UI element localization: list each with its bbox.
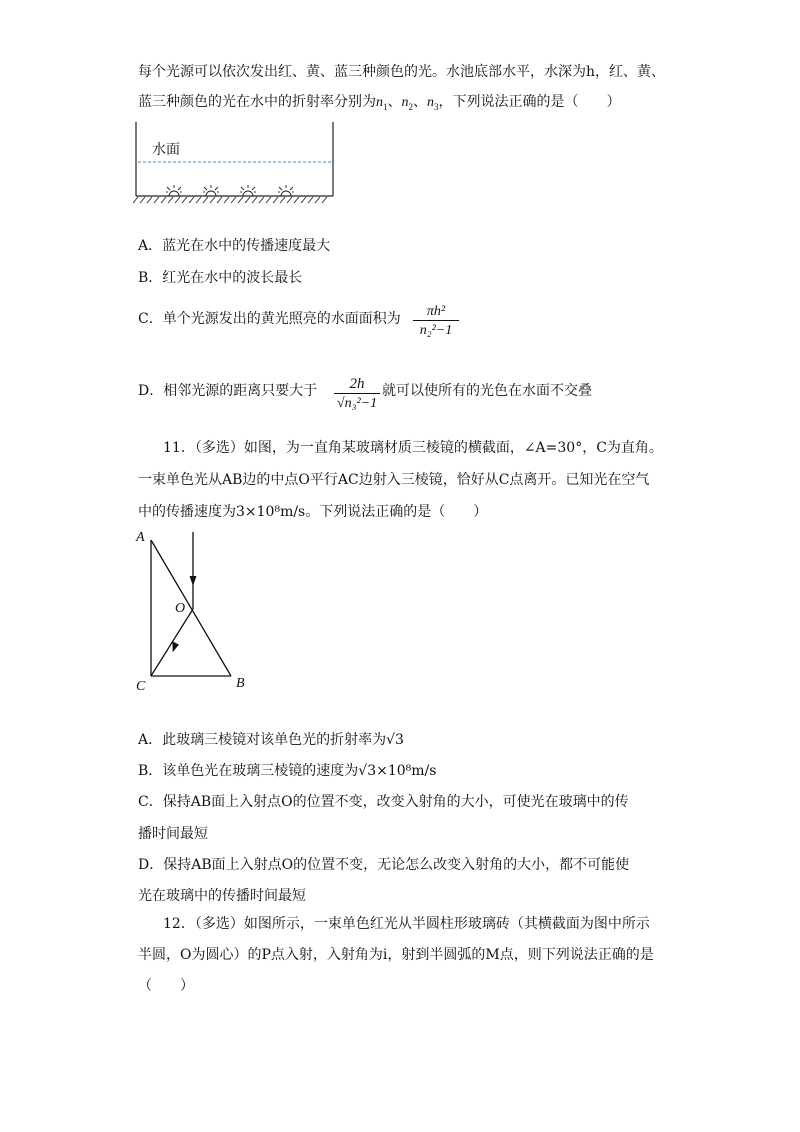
- pool-figure: [134, 120, 339, 204]
- q11-option-c-line1: C．保持AB面上入射点O的位置不变，改变入射角的大小，可使光在玻璃中的传: [138, 794, 629, 810]
- bottom-hatch: [161, 197, 166, 203]
- n1: $n_1$: [376, 95, 388, 112]
- vertex-a-label: A: [136, 530, 145, 545]
- bottom-hatch: [182, 197, 187, 203]
- q11-text-line2: 一束单色光从AB边的中点O平行AC边射入三棱镜，恰好从C点离开。已知光在空气: [138, 472, 650, 488]
- q11-option-c-line2: 播时间最短: [138, 826, 208, 842]
- bottom-hatch: [196, 197, 201, 203]
- q12-text-line2: 半圆，O为圆心）的P点入射，入射角为i，射到半圆弧的M点，则下列说法正确的是: [138, 947, 654, 963]
- bottom-hatch: [238, 197, 243, 203]
- q12-text-line1: 12．（多选）如图所示，一束单色红光从半圆柱形玻璃砖（其横截面为图中所示: [163, 916, 650, 932]
- bottom-hatch: [273, 197, 278, 203]
- q12-text-line3: （ ）: [138, 978, 194, 994]
- q11-option-b: B．该单色光在玻璃三棱镜的速度为√3×10⁸m/s: [138, 763, 437, 779]
- bottom-hatch: [280, 197, 285, 203]
- q10-option-b: B．红光在水中的波长最长: [138, 270, 303, 286]
- bottom-hatch: [308, 197, 313, 203]
- vertex-c-label: C: [136, 679, 146, 694]
- bottom-hatch: [245, 197, 250, 203]
- prism-figure: [136, 526, 266, 696]
- q11-text-line3: 中的传播速度为3×10⁸m/s。下列说法正确的是（ ）: [138, 504, 488, 520]
- bottom-hatch: [147, 197, 152, 203]
- bottom-hatch: [175, 197, 180, 203]
- bottom-hatch: [315, 197, 320, 203]
- bottom-hatch: [294, 197, 299, 203]
- bottom-hatch: [287, 197, 292, 203]
- bottom-hatch: [189, 197, 194, 203]
- q10-option-a: A．蓝光在水中的传播速度最大: [138, 238, 331, 254]
- bottom-hatch: [133, 197, 138, 203]
- bottom-hatch: [266, 197, 271, 203]
- bottom-hatch: [217, 197, 222, 203]
- q11-option-d-line1: D．保持AB面上入射点O的位置不变，无论怎么改变入射角的大小，都不可能使: [138, 857, 630, 873]
- q11-option-d-line2: 光在玻璃中的传播时间最短: [138, 888, 306, 904]
- vertex-b-label: B: [236, 676, 245, 691]
- bottom-hatch: [301, 197, 306, 203]
- light-source-icon: [166, 185, 182, 196]
- n3: $n_3$: [427, 95, 439, 112]
- bottom-hatch: [168, 197, 173, 203]
- water-surface-label: 水面: [152, 142, 180, 158]
- q11-option-a: A．此玻璃三棱镜对该单色光的折射率为√3: [138, 732, 404, 748]
- light-source-icon: [203, 185, 219, 196]
- light-source-icon: [278, 185, 294, 196]
- bottom-hatch: [203, 197, 208, 203]
- q10-option-d-end: 就可以使所有的光色在水面不交叠: [382, 383, 592, 399]
- q10-option-d-fraction: 2h √n₃²−1: [334, 375, 380, 413]
- bottom-hatch: [259, 197, 264, 203]
- q10-option-c: C．单个光源发出的黄光照亮的水面面积为: [138, 311, 401, 327]
- q10-text-line1: 每个光源可以依次发出红、黄、蓝三种颜色的光。水池底部水平，水深为h，红、黄、: [138, 64, 666, 80]
- bottom-hatch: [231, 197, 236, 203]
- n2: $n_2$: [401, 95, 413, 112]
- bottom-hatch: [252, 197, 257, 203]
- q11-text-line1: 11．（多选）如图，为一直角某玻璃材质三棱镜的横截面，∠A=30°，C为直角。: [163, 440, 663, 456]
- bottom-hatch: [154, 197, 159, 203]
- q10-option-d-start: D．相邻光源的距离只要大于: [138, 383, 318, 399]
- bottom-hatch: [224, 197, 229, 203]
- point-o-label: O: [175, 601, 186, 616]
- q10-text-line2: 蓝三种颜色的光在水中的折射率分别为$n_1$、$n_2$、$n_3$，下列说法正确的是（ ）: [138, 94, 621, 112]
- q10-option-c-fraction: πh² n₂²−1: [413, 303, 459, 340]
- bottom-hatch: [140, 197, 145, 203]
- bottom-hatch: [210, 197, 215, 203]
- bottom-hatch: [322, 197, 327, 203]
- light-source-icon: [240, 185, 256, 196]
